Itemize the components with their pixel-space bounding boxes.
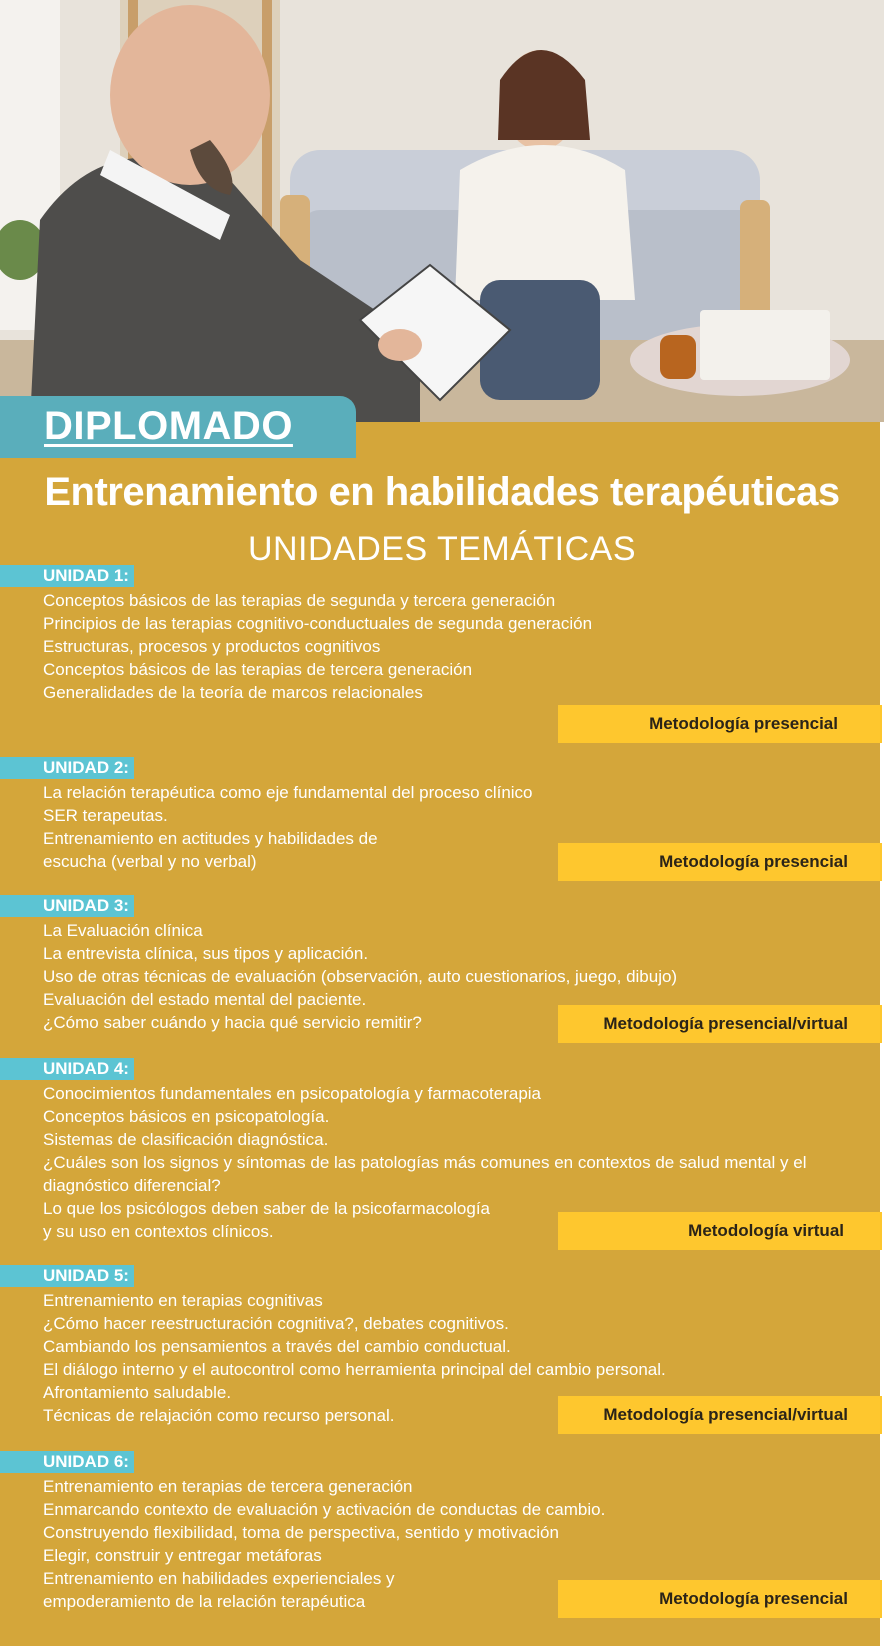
unit-5-methodology: Metodología presencial/virtual (558, 1396, 882, 1434)
unit-3-methodology: Metodología presencial/virtual (558, 1005, 882, 1043)
unit-3-label: UNIDAD 3: (0, 895, 134, 917)
unit-6-topic: Elegir, construir y entregar metáforas (43, 1546, 322, 1565)
diplomado-label: DIPLOMADO (44, 404, 293, 448)
unit-1-methodology: Metodología presencial (558, 705, 882, 743)
unit-2-label: UNIDAD 2: (0, 757, 134, 779)
unit-4-topic: Conocimientos fundamentales en psicopatología y farmacoterapia (43, 1084, 542, 1103)
unit-6-methodology: Metodología presencial (558, 1580, 882, 1618)
unit-4-topic: Conceptos básicos en psicopatología. (43, 1107, 330, 1126)
unit-1-label: UNIDAD 1: (0, 565, 134, 587)
page-subtitle: UNIDADES TEMÁTICAS (247, 530, 637, 568)
unit-5-topic: Afrontamiento saludable. (43, 1383, 232, 1402)
unit-2-topic: SER terapeutas. (43, 806, 168, 825)
unit-5-topic: Cambiando los pensamientos a través del cambio conductual. (43, 1337, 511, 1356)
unit-3-topic: La entrevista clínica, sus tipos y aplicación. (43, 944, 369, 963)
unit-4-topic: diagnóstico diferencial? (43, 1176, 221, 1195)
unit-1-topic: Estructuras, procesos y productos cognitivos (43, 637, 381, 656)
hero-photo (0, 0, 884, 422)
unit-1-topics (43, 589, 873, 704)
unit-2-topic: Entrenamiento en actitudes y habilidades de (43, 829, 378, 848)
unit-1-topic: Generalidades de la teoría de marcos relacionales (43, 683, 423, 702)
unit-3-topic: ¿Cómo saber cuándo y hacia qué servicio remitir? (43, 1013, 422, 1032)
unit-5-topic: Técnicas de relajación como recurso personal. (43, 1406, 395, 1425)
unit-6-label: UNIDAD 6: (0, 1451, 134, 1473)
unit-4-topic: Lo que los psicólogos deben saber de la psicofarmacología (43, 1199, 491, 1218)
unit-5-label: UNIDAD 5: (0, 1265, 134, 1287)
unit-3-topic: Uso de otras técnicas de evaluación (observación, auto cuestionarios, juego, dibujo) (43, 967, 678, 986)
unit-4-topic: Sistemas de clasificación diagnóstica. (43, 1130, 329, 1149)
unit-6-topic: Entrenamiento en habilidades experienciales y (43, 1569, 395, 1588)
unit-4-topic: y su uso en contextos clínicos. (43, 1222, 274, 1241)
unit-5-topic: Entrenamiento en terapias cognitivas (43, 1291, 323, 1310)
unit-2-topic: La relación terapéutica como eje fundamental del proceso clínico (43, 783, 533, 802)
unit-6-topic: Enmarcando contexto de evaluación y activación de conductas de cambio. (43, 1500, 606, 1519)
therapy-session-illustration (0, 0, 884, 422)
unit-3-topic: Evaluación del estado mental del paciente. (43, 990, 367, 1009)
unit-4-methodology: Metodología virtual (558, 1212, 882, 1250)
page-title: Entrenamiento en habilidades terapéuticas (44, 470, 840, 514)
unit-6-topic: Construyendo flexibilidad, toma de perspectiva, sentido y motivación (43, 1523, 559, 1542)
unit-2-methodology: Metodología presencial (558, 843, 882, 881)
unit-6-topic: empoderamiento de la relación terapéutica (43, 1592, 366, 1611)
unit-5-topic: ¿Cómo hacer reestructuración cognitiva?, debates cognitivos. (43, 1314, 509, 1333)
unit-6-topic: Entrenamiento en terapias de tercera generación (43, 1477, 413, 1496)
unit-1-topic: Conceptos básicos de las terapias de tercera generación (43, 660, 473, 679)
unit-4-label: UNIDAD 4: (0, 1058, 134, 1080)
unit-1-topic: Principios de las terapias cognitivo-conductuales de segunda generación (43, 614, 593, 633)
unit-5-topic: El diálogo interno y el autocontrol como herramienta principal del cambio personal. (43, 1360, 666, 1379)
unit-3-topic: La Evaluación clínica (43, 921, 203, 940)
unit-1-topic: Conceptos básicos de las terapias de segunda y tercera generación (43, 591, 556, 610)
unit-2-topic: escucha (verbal y no verbal) (43, 852, 257, 871)
unit-4-topic: ¿Cuáles son los signos y síntomas de las patologías más comunes en contextos de salud mental y el (43, 1153, 807, 1172)
